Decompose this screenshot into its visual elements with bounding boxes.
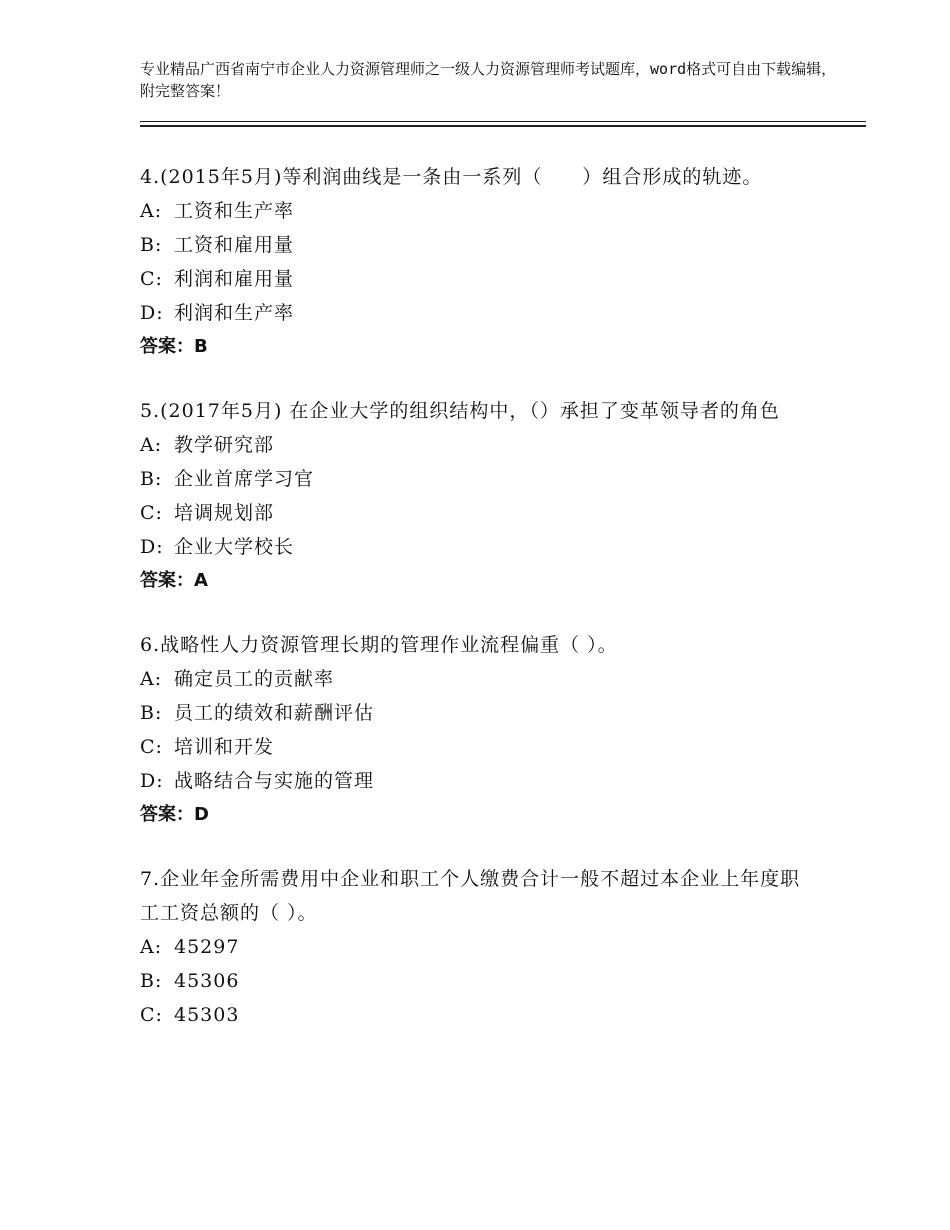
question-6	[140, 628, 820, 832]
question-7	[140, 862, 820, 1032]
option-letter: D:	[140, 536, 164, 558]
question-list	[140, 160, 820, 1062]
question-stem: 7.企业年金所需费用中企业和职工个人缴费合计一般不超过本企业上年度职工工资总额的（ ）。	[140, 868, 801, 924]
answer-label: 答案：A	[140, 570, 208, 591]
option-c	[140, 496, 820, 530]
option-letter: A:	[140, 936, 163, 958]
option-text: 45306	[174, 970, 240, 992]
option-letter: C:	[140, 736, 163, 758]
document-header: 专业精品广西省南宁市企业人力资源管理师之一级人力资源管理师考试题库，word格式可自由下载编辑，附完整答案！	[140, 60, 837, 100]
option-c	[140, 262, 820, 296]
option-d	[140, 530, 820, 564]
question-stem: 4.(2015年5月)等利润曲线是一条由一系列（ ）组合形成的轨迹。	[140, 166, 763, 188]
option-text: 工资和雇用量	[174, 234, 295, 256]
answer-label: 答案：D	[140, 804, 209, 825]
option-letter: B:	[140, 234, 163, 256]
option-c	[140, 730, 820, 764]
option-a	[140, 930, 820, 964]
option-text: 企业大学校长	[174, 536, 295, 558]
question-4	[140, 160, 820, 364]
option-b	[140, 964, 820, 998]
option-letter: A:	[140, 200, 163, 222]
option-letter: D:	[140, 770, 164, 792]
question-5	[140, 394, 820, 598]
option-text: 利润和雇用量	[174, 268, 295, 290]
option-letter: C:	[140, 502, 163, 524]
option-d	[140, 296, 820, 330]
option-letter: B:	[140, 468, 163, 490]
question-stem: 6.战略性人力资源管理长期的管理作业流程偏重（ ）。	[140, 634, 618, 656]
option-letter: C:	[140, 268, 163, 290]
option-text: 培调规划部	[174, 502, 275, 524]
header-rule-thin	[140, 121, 866, 122]
option-text: 工资和生产率	[174, 200, 295, 222]
option-a	[140, 194, 820, 228]
option-text: 培训和开发	[174, 736, 275, 758]
option-text: 员工的绩效和薪酬评估	[174, 702, 375, 724]
option-d	[140, 764, 820, 798]
option-a	[140, 662, 820, 696]
option-text: 企业首席学习官	[174, 468, 315, 490]
option-text: 利润和生产率	[174, 302, 295, 324]
option-letter: A:	[140, 434, 163, 456]
option-b	[140, 462, 820, 496]
option-letter: A:	[140, 668, 163, 690]
option-text: 45303	[174, 1004, 240, 1026]
option-text: 战略结合与实施的管理	[174, 770, 375, 792]
header-rule-thick	[140, 125, 866, 127]
option-text: 教学研究部	[174, 434, 275, 456]
option-text: 45297	[174, 936, 240, 958]
option-c	[140, 998, 820, 1032]
option-b	[140, 228, 820, 262]
option-letter: D:	[140, 302, 164, 324]
option-letter: B:	[140, 702, 163, 724]
question-stem: 5.(2017年5月) 在企业大学的组织结构中，（）承担了变革领导者的角色	[140, 400, 780, 422]
option-b	[140, 696, 820, 730]
answer-label: 答案：B	[140, 336, 208, 357]
option-a	[140, 428, 820, 462]
option-text: 确定员工的贡献率	[174, 668, 335, 690]
option-letter: C:	[140, 1004, 163, 1026]
option-letter: B:	[140, 970, 163, 992]
